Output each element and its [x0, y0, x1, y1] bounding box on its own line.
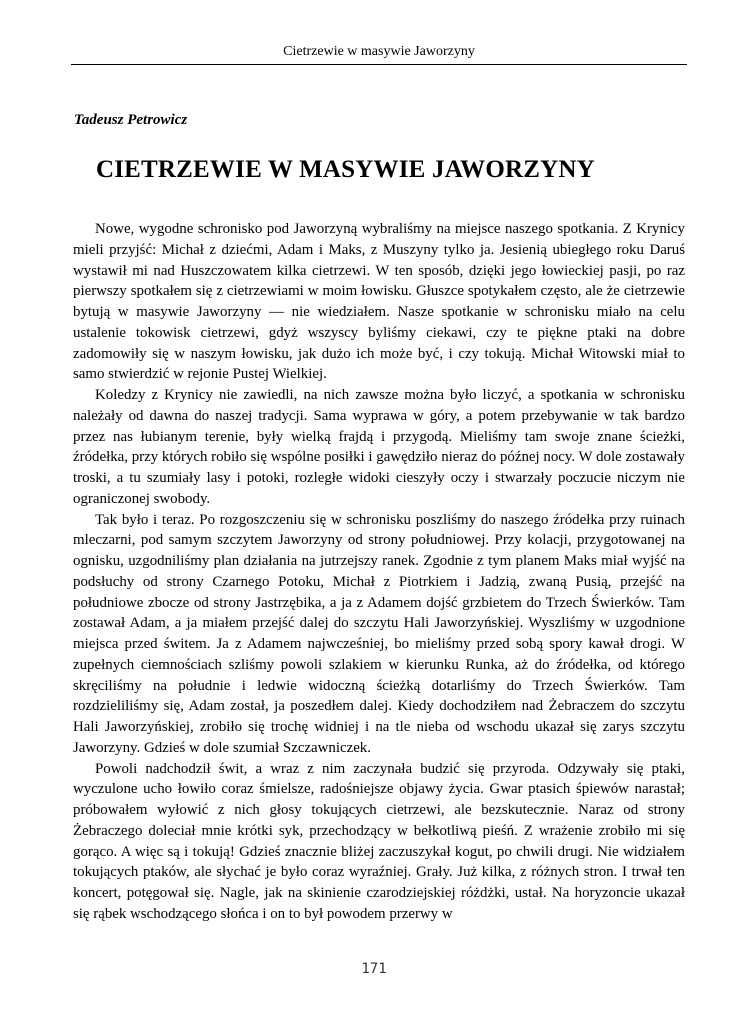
paragraph-2: Koledzy z Krynicy nie zawiedli, na nich zawsze można było liczyć, a spotkania w schronisku należały od dawna do naszej tradycji. Sama wyprawa w góry, a potem przebywanie w tak bardzo przez nas łubianym terenie, były wielką frajdą i przygodą. Mieliśmy tam swoje znane ścieżki, źródełka, przy których robiło się wspólne posiłki i gawędziło nieraz do późnej nocy. W dole zostawały troski, a tu szumiały lasy i potoki, rozległe widoki cieszyły oczy i stwarzały poczucie niczym nie ograniczonej swobody. [73, 387, 685, 507]
header-divider [71, 64, 687, 65]
paragraph-1: Nowe, wygodne schronisko pod Jaworzyną wybraliśmy na miejsce naszego spotkania. Z Krynicy mieli przyjść: Michał z dziećmi, Adam i Maks, z Muszyny tylko ja. Jesienią ubiegłego roku Daruś wystawił mi nad Huszczowatem kilka cietrzewi. W ten sposób, dzięki jego łowieckiej pasji, po raz pierwszy spotkałem się z cietrzewiami w moim łowisku. Głuszce spotykałem często, ale że cietrzewie bytują w masywie Jaworzyny — nie wiedziałem. Nasze spotkanie w schronisku miało na celu ustalenie tokowisk cietrzewi, gdyż wszyscy byliśmy ciekawi, czy te piękne ptaki na dobre zadomowiły się w naszym łowisku, jak dużo ich może być, i czy tokują. Michał Witowski miał to samo stwierdzić w rejonie Pustej Wielkiej. [73, 221, 685, 383]
paragraph-3: Tak było i teraz. Po rozgoszczeniu się w schronisku poszliśmy do naszego źródełka przy ruinach mleczarni, pod samym szczytem Jaworzyny od strony południowej. Przy kolacji, przygotowanej na ognisku, uzgodniliśmy plan działania na jutrzejszy ranek. Zgodnie z tym planem Maks miał wyjść na podsłuchy od strony Czarnego Potoku, Michał z Piotrkiem i Jadzią, zwaną Pusią, przejść na południowe zbocze od strony Jastrzębika, a ja z Adamem dojść grzbietem do Trzech Świerków. Tam zostawał Adam, a ja miałem przejść dalej do szczytu Hali Jaworzyńskiej. Wyszliśmy w uzgodnione miejsca przed świtem. Ja z Adamem najwcześniej, bo mieliśmy przed sobą spory kawał drogi. W zupełnych ciemnościach szliśmy powoli szlakiem w kierunku Runka, aż do źródełka, od którego skręciliśmy na południe i ledwie widoczną ścieżką dotarliśmy do Trzech Świerków. Tam rozdzieliliśmy się, Adam został, ja poszedłem dalej. Kiedy dochodziłem nad Żebraczem do szczytu Hali Jaworzyńskiej, zrobiło się trochę widniej i na tle nieba od wschodu ukazał się zarys szczytu Jaworzyny. Gdzieś w dole szumiał Szczawniczek. [73, 511, 685, 756]
paragraph-4: Powoli nadchodził świt, a wraz z nim zaczynała budzić się przyroda. Odzywały się ptaki, wyczulone ucho łowiło coraz śmielsze, radośniejsze objawy życia. Gwar ptasich śpiewów narastał; próbowałem wyłowić z nich głosy tokujących cietrzewi, ale bezskutecznie. Naraz od strony Żebraczego doleciał mnie krótki syk, przechodzący w bełkotliwą pieśń. Z wrażenie zrobiło mi się gorąco. A więc są i tokują! Gdzieś znacznie bliżej zaczuszykał kogut, po chwili drugi. Nie widziałem tokujących ptaków, ale słychać je było coraz wyraźniej. Grały. Już kilka, z różnych stron. I trwał ten koncert, potęgował się. Nagle, jak na skinienie czarodziejskiej różdżki, ustał. Na horyzoncie ukazał się rąbek wschodzącego słońca i on to był powodem przerwy w [73, 760, 685, 922]
article-title: CIETRZEWIE W MASYWIE JAWORZYNY [96, 156, 595, 183]
running-header-title: Cietrzewie w masywie Jaworzyny [283, 44, 475, 59]
page-number: 171 [361, 961, 387, 977]
article-author: Tadeusz Petrowicz [74, 112, 188, 128]
article-body [73, 219, 685, 925]
